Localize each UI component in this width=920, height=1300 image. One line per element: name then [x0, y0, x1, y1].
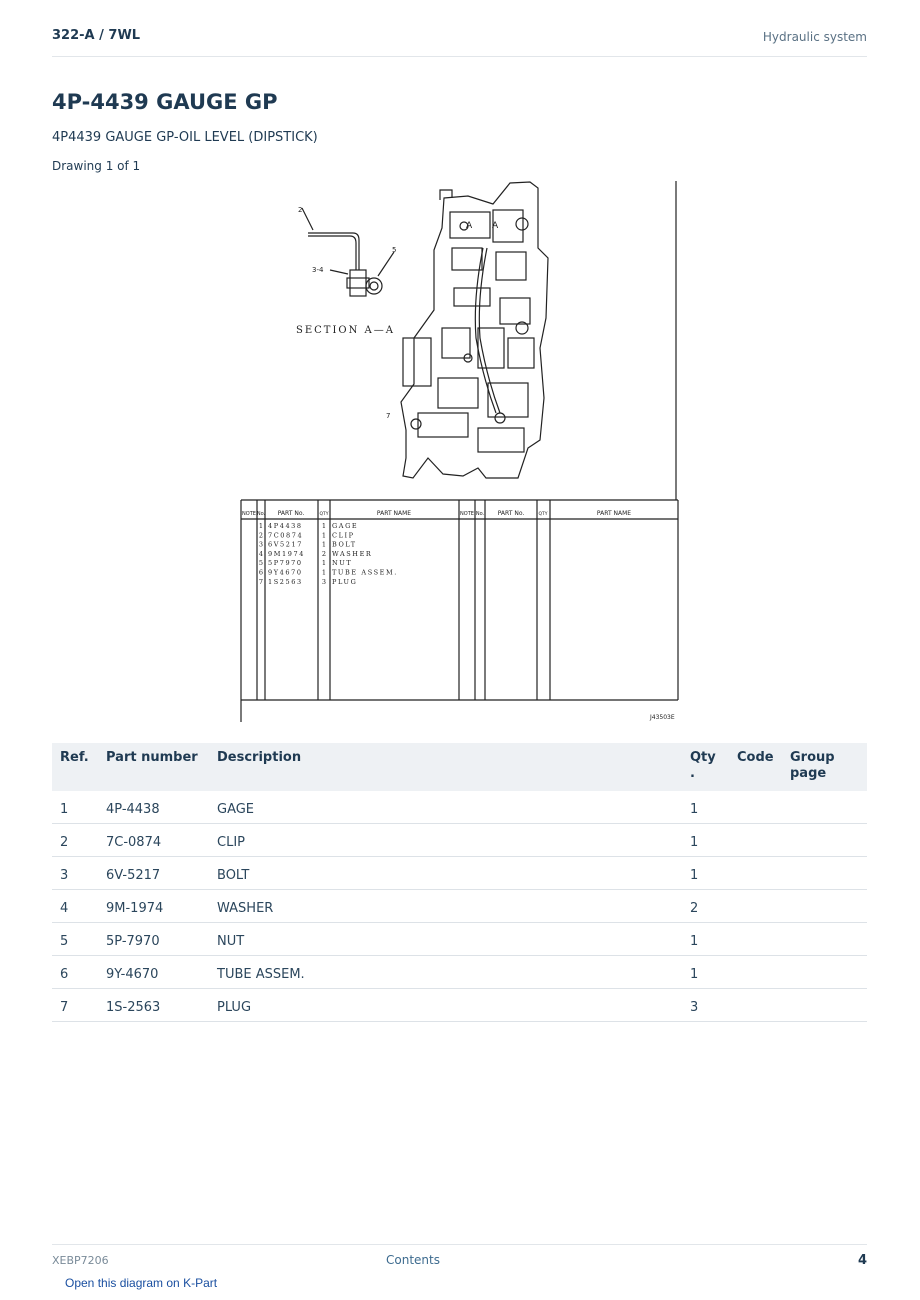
diagram-row-no: 2 [258, 531, 264, 540]
cell-group [782, 791, 867, 824]
cell-part: 4P-4438 [98, 791, 209, 824]
cell-part: 1S-2563 [98, 989, 209, 1022]
parts-diagram [238, 178, 683, 726]
cell-code [729, 857, 782, 890]
cell-group [782, 890, 867, 923]
cell-desc: BOLT [209, 857, 682, 890]
cell-qty: 1 [682, 923, 729, 956]
table-row [52, 857, 867, 890]
header-part-number: Part number [98, 743, 209, 791]
diagram-row-name: CLIP [332, 531, 355, 540]
diagram-row-part: 9Y4670 [268, 568, 303, 577]
diagram-row-name: WASHER [332, 549, 373, 558]
callout-7: 7 [386, 412, 391, 420]
diagram-row-part: 9M1974 [268, 549, 305, 558]
cell-group [782, 989, 867, 1022]
cell-desc: GAGE [209, 791, 682, 824]
diagram-row-part: 4P4438 [268, 522, 303, 530]
cell-ref: 7 [52, 989, 98, 1022]
dtable-header-part: PART No. [277, 510, 305, 517]
header-qty: Qty . [682, 743, 729, 791]
cell-qty: 1 [682, 956, 729, 989]
page-title: 4P-4439 GAUGE GP [52, 90, 278, 114]
cell-part: 7C-0874 [98, 824, 209, 857]
diagram-row-name: NUT [332, 559, 353, 568]
page-number: 4 [857, 1253, 867, 1268]
dtable-header-note-2: NOTE [460, 511, 474, 517]
diagram-row-no: 1 [258, 522, 264, 530]
dtable-header-no-2: No. [475, 511, 485, 517]
cell-group [782, 956, 867, 989]
callout-a-right: A [492, 221, 499, 231]
diagram-row-part: 6V5217 [268, 540, 303, 549]
diagram-row-part: 7C0874 [268, 531, 304, 540]
cell-group [782, 824, 867, 857]
dtable-header-qty-2: QTY [538, 512, 548, 517]
cell-code [729, 824, 782, 857]
header-description: Description [209, 743, 682, 791]
cell-code [729, 956, 782, 989]
cell-group [782, 857, 867, 890]
callout-a-left: A [466, 221, 473, 231]
diagram-row-qty: 1 [321, 531, 327, 540]
diagram-row-qty: 1 [321, 568, 327, 577]
section-aa-label: SECTION A—A [296, 325, 395, 336]
diagram-row-qty: 3 [321, 577, 327, 586]
parts-table [52, 743, 867, 1022]
header-ref: Ref. [52, 743, 98, 791]
section-label: Hydraulic system [762, 30, 867, 44]
cell-part: 9M-1974 [98, 890, 209, 923]
dtable-header-note: NOTE [242, 511, 256, 517]
table-row [52, 956, 867, 989]
drawing-label: Drawing 1 of 1 [52, 159, 141, 173]
cell-code [729, 989, 782, 1022]
cell-code [729, 890, 782, 923]
header-group-page: Group page [782, 743, 867, 791]
cell-qty: 2 [682, 890, 729, 923]
table-row [52, 923, 867, 956]
diagram-row-no: 4 [258, 549, 264, 558]
header-code: Code [729, 743, 782, 791]
cell-ref: 4 [52, 890, 98, 923]
diagram-row-part: 5P7970 [268, 559, 303, 568]
diagram-row-name: TUBE ASSEM. [332, 568, 398, 577]
cell-code [729, 791, 782, 824]
cell-qty: 1 [682, 791, 729, 824]
cell-qty: 3 [682, 989, 729, 1022]
dtable-header-part-2: PART No. [497, 510, 525, 517]
dtable-header-qty: QTY [319, 512, 329, 517]
diagram-row-name: BOLT [332, 540, 357, 549]
cell-ref: 3 [52, 857, 98, 890]
diagram-row-no: 6 [258, 568, 264, 577]
callout-3-4: 3-4 [312, 266, 324, 274]
dtable-header-name: PART NAME [376, 510, 412, 517]
cell-part: 5P-7970 [98, 923, 209, 956]
kpart-link[interactable]: Open this diagram on K-Part [65, 1276, 218, 1290]
diagram-row-no: 7 [258, 577, 264, 586]
table-row [52, 791, 867, 824]
cell-ref: 5 [52, 923, 98, 956]
cell-desc: PLUG [209, 989, 682, 1022]
diagram-row-qty: 1 [321, 540, 327, 549]
callout-5: 5 [392, 246, 397, 254]
cell-ref: 2 [52, 824, 98, 857]
cell-qty: 1 [682, 824, 729, 857]
cell-ref: 6 [52, 956, 98, 989]
cell-desc: NUT [209, 923, 682, 956]
cell-group [782, 923, 867, 956]
dtable-header-no: No. [256, 511, 266, 517]
diagram-row-no: 3 [258, 540, 264, 549]
diagram-row-name: GAGE [332, 522, 359, 530]
diagram-row-qty: 1 [321, 522, 327, 530]
page-subtitle: 4P4439 GAUGE GP-OIL LEVEL (DIPSTICK) [52, 130, 318, 145]
cell-desc: CLIP [209, 824, 682, 857]
cell-code [729, 923, 782, 956]
table-row [52, 989, 867, 1022]
cell-part: 9Y-4670 [98, 956, 209, 989]
document-id: XEBP7206 [52, 1254, 109, 1267]
table-row [52, 890, 867, 923]
cell-desc: WASHER [209, 890, 682, 923]
drawing-number: J43503E [650, 714, 675, 721]
table-header-row [52, 743, 867, 791]
diagram-row-part: 1S2563 [268, 577, 303, 586]
callout-2: 2 [298, 206, 303, 214]
diagram-drawing [238, 178, 683, 726]
diagram-row-qty: 1 [321, 559, 327, 568]
page-footer [52, 1244, 867, 1275]
diagram-row-name: PLUG [332, 577, 358, 586]
table-row [52, 824, 867, 857]
diagram-row-qty: 2 [321, 549, 327, 558]
cell-desc: TUBE ASSEM. [209, 956, 682, 989]
cell-part: 6V-5217 [98, 857, 209, 890]
cell-qty: 1 [682, 857, 729, 890]
diagram-row-no: 5 [258, 559, 264, 568]
page-header [52, 28, 867, 57]
model-label: 322-A / 7WL [52, 28, 141, 43]
contents-link[interactable]: Contents [386, 1253, 440, 1267]
dtable-header-name-2: PART NAME [596, 510, 632, 517]
cell-ref: 1 [52, 791, 98, 824]
